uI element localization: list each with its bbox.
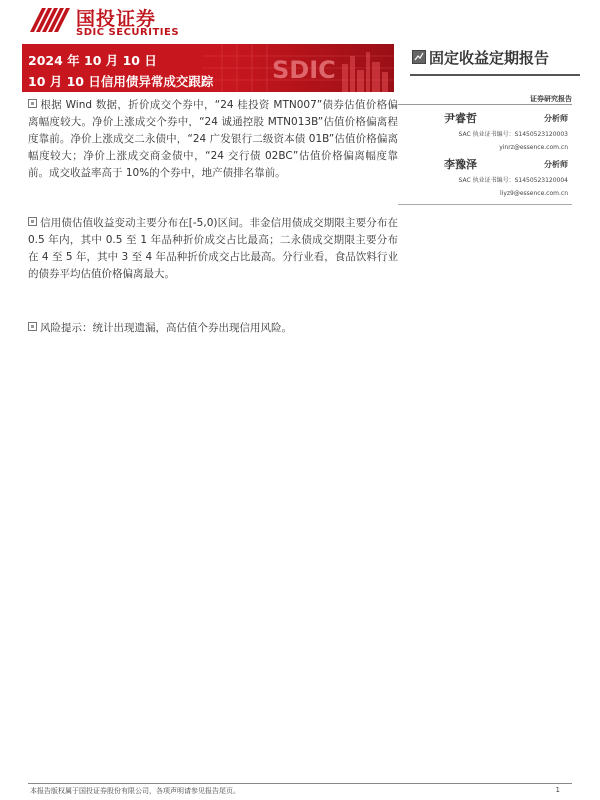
analyst-card [398, 110, 572, 158]
analyst-name: 尹睿哲 [444, 112, 477, 125]
footer-divider [28, 783, 572, 784]
paragraph-text: 根据 Wind 数据，折价成交个券中，“24 桂投资 MTN007”债券估值价格偏离幅度较大。净价上涨成交个券中，“24 诚通控股 MTN013B”估值价格偏离程度靠前。净价上涨成交二永债中，“24 广发银行二级资本债 01B”估值价格偏离幅度较大；净价上涨成交商金债中，“24 交行债 02BC”估值价格偏离幅度靠前。成交收益率高于 10%的个券中，地产债排名靠前。 [28, 99, 398, 179]
report-title: 10 月 10 日信用债异常成交跟踪 [28, 74, 214, 89]
bullet-box-icon [28, 322, 37, 331]
analyst-certificate: SAC 执业证书编号：S1450523120004 [458, 177, 568, 184]
logo-emblem-icon [28, 4, 70, 34]
company-logo [28, 4, 228, 40]
analyst-card [398, 156, 572, 204]
analyst-role: 分析师 [544, 114, 568, 123]
bullet-box-icon [28, 99, 37, 108]
title-banner [22, 44, 394, 92]
report-type-icon [412, 50, 426, 64]
analyst-certificate: SAC 执业证书编号：S1450523120003 [458, 131, 568, 138]
report-type-header [410, 44, 580, 76]
paragraph-text: 风险提示：统计出现遗漏，高估值个券出现信用风险。 [40, 322, 292, 334]
bullet-box-icon [28, 217, 37, 226]
footer-disclaimer: 本报告版权属于国投证券股份有限公司，各项声明请参见报告尾页。 [30, 787, 240, 795]
sidebar-bottom-divider [398, 204, 572, 205]
analyst-name: 李豫泽 [444, 158, 477, 171]
logo-chinese-name: 国投证券 [76, 8, 157, 30]
summary-paragraph [28, 97, 398, 182]
analyst-role: 分析师 [544, 160, 568, 169]
report-date: 2024 年 10 月 10 日 [28, 53, 157, 68]
research-report-label: 证券研究报告 [530, 95, 572, 103]
page-number: 1 [555, 786, 560, 794]
report-type-label: 固定收益定期报告 [429, 49, 550, 67]
risk-warning [28, 320, 398, 337]
paragraph-text: 信用债估值收益变动主要分布在[-5,0)区间。非金信用债成交期限主要分布在 0.5 年内，其中 0.5 至 1 年品种折价成交占比最高；二永债成交期限主要分布在 4 至 5 年，其中 3 至 4 年品种折价成交占比最高。分行业看，食品饮料行业的债券平均估值价格偏离最大。 [28, 217, 398, 280]
svg-text:SDIC: SDIC [272, 56, 336, 84]
analyst-email[interactable]: liyz9@essence.com.cn [499, 190, 568, 197]
sidebar-divider [398, 104, 572, 105]
logo-english-name: SDIC SECURITIES [76, 27, 180, 38]
analyst-email[interactable]: yinrz@essence.com.cn [499, 144, 568, 151]
summary-paragraph [28, 215, 398, 283]
